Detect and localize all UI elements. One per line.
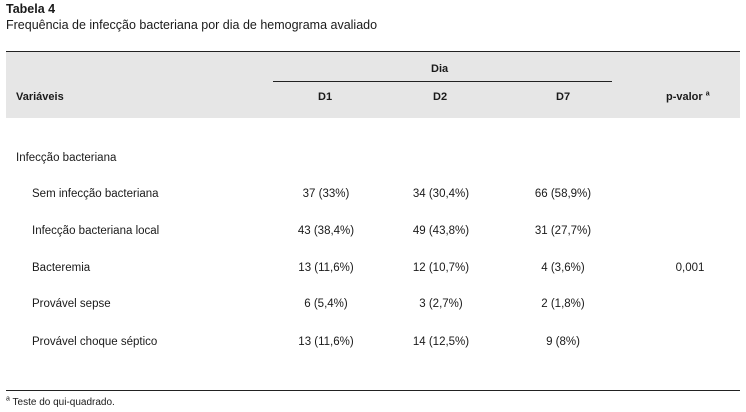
cell-d2: 3 (2,7%) [419,298,463,310]
footnote-mark: a [6,395,10,403]
cell-d7: 9 (8%) [546,336,580,348]
header-pvalue [666,91,710,103]
header-pvalue-footnote-mark: a [705,90,710,98]
table-subtitle: Frequência de infecção bacteriana por dia de hemograma avaliado [6,18,378,32]
header-variaveis: Variáveis [16,91,64,103]
cell-d1: 13 (11,6%) [298,336,354,348]
cell-d7: 4 (3,6%) [541,262,585,274]
row-label: Provável choque séptico [32,336,158,348]
header-dia: Dia [431,63,449,75]
header-d2: D2 [433,91,448,103]
cell-d2: 49 (43,8%) [412,225,470,237]
header-d7: D7 [556,91,571,103]
header-pvalue-label: p-valor [666,91,703,103]
footnote-text: Teste do qui-quadrado. [12,397,115,408]
cell-d7: 31 (27,7%) [534,225,592,237]
row-label: Bacteremia [32,262,91,274]
footnote [6,397,115,408]
cell-pvalue: 0,001 [675,262,705,274]
top-rule [6,51,740,52]
row-label: Provável sepse [32,298,111,310]
cell-d7: 2 (1,8%) [541,298,585,310]
section-label: Infecção bacteriana [16,152,117,164]
cell-d1: 13 (11,6%) [298,262,354,274]
table-title: Tabela 4 [6,2,56,16]
cell-d2: 14 (12,5%) [412,336,470,348]
cell-d2: 12 (10,7%) [412,262,470,274]
dia-group-rule [273,81,612,82]
header-d1: D1 [318,91,333,103]
row-label: Sem infecção bacteriana [32,188,159,200]
row-label: Infecção bacteriana local [32,225,160,237]
cell-d1: 43 (38,4%) [297,225,355,237]
cell-d1: 6 (5,4%) [304,298,348,310]
cell-d1: 37 (33%) [302,188,350,200]
table-header-band [6,52,740,118]
bottom-rule [6,390,740,391]
cell-d7: 66 (58,9%) [534,188,592,200]
cell-d2: 34 (30,4%) [412,188,470,200]
